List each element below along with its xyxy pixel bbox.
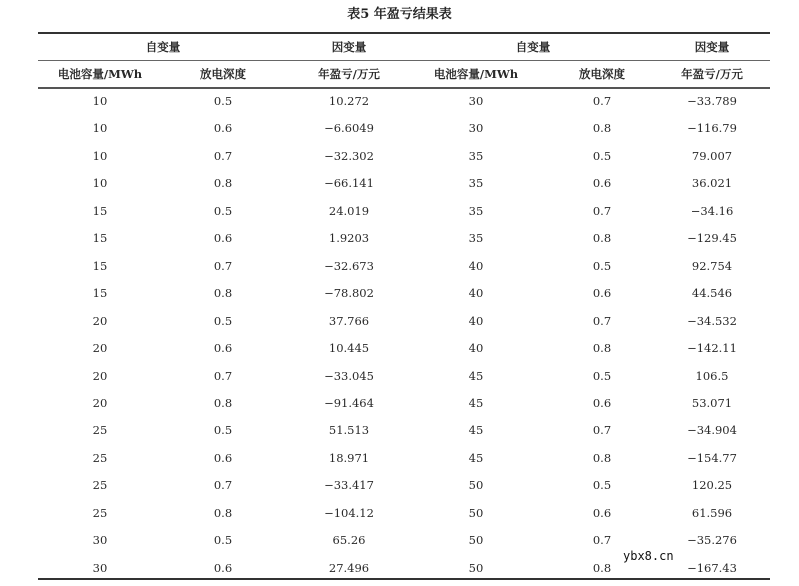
cell-profit-right: 61.596 (691, 505, 733, 520)
cell-capacity-left: 20 (92, 395, 108, 410)
cell-capacity-left: 25 (92, 505, 108, 520)
cell-profit-right: 53.071 (691, 395, 733, 410)
cell-depth-left: 0.5 (213, 423, 233, 438)
cell-profit-left: 51.513 (328, 423, 370, 438)
cell-profit-left: 10.272 (328, 94, 370, 108)
cell-profit-right: −35.276 (687, 533, 737, 548)
cell-profit-right: −142.11 (687, 341, 737, 356)
cell-depth-left: 0.8 (213, 176, 233, 191)
cell-capacity-left: 10 (92, 176, 108, 191)
cell-depth-right: 0.8 (592, 231, 612, 246)
cell-profit-left: 65.26 (332, 533, 366, 548)
cell-capacity-left: 10 (92, 94, 108, 108)
header-divider (38, 60, 770, 61)
cell-profit-right: 36.021 (691, 176, 733, 191)
cell-capacity-right: 35 (468, 148, 484, 163)
cell-capacity-right: 30 (468, 94, 484, 108)
cell-capacity-right: 50 (468, 478, 484, 493)
cell-depth-left: 0.7 (213, 478, 233, 493)
group-header-dependent-left: 因变量 (331, 40, 367, 54)
cell-depth-right: 0.6 (592, 395, 612, 410)
cell-profit-left: 37.766 (328, 313, 370, 328)
cell-depth-left: 0.7 (213, 368, 233, 383)
cell-profit-left: −33.417 (324, 478, 374, 493)
cell-depth-right: 0.7 (592, 203, 612, 218)
cell-capacity-right: 45 (468, 423, 484, 438)
top-rule (38, 32, 770, 34)
cell-profit-right: 44.546 (691, 286, 733, 301)
group-header-independent-left: 自变量 (145, 40, 181, 54)
cell-depth-right: 0.6 (592, 505, 612, 520)
cell-capacity-right: 45 (468, 450, 484, 465)
cell-depth-right: 0.6 (592, 176, 612, 191)
cell-capacity-right: 50 (468, 505, 484, 520)
cell-depth-right: 0.5 (592, 258, 612, 273)
cell-profit-left: 10.445 (328, 341, 370, 356)
cell-profit-left: −32.673 (324, 258, 374, 273)
cell-capacity-left: 10 (92, 121, 108, 136)
cell-profit-right: 79.007 (691, 148, 733, 163)
table-title: 表5 年盈亏结果表 (347, 7, 452, 22)
cell-depth-right: 0.5 (592, 368, 612, 383)
cell-capacity-right: 35 (468, 231, 484, 246)
cell-depth-right: 0.7 (592, 313, 612, 328)
cell-capacity-right: 45 (468, 395, 484, 410)
cell-capacity-right: 40 (468, 286, 484, 301)
cell-profit-left: −33.045 (324, 368, 374, 383)
cell-depth-left: 0.7 (213, 258, 233, 273)
cell-profit-left: −104.12 (324, 505, 374, 520)
cell-depth-right: 0.8 (592, 450, 612, 465)
cell-capacity-left: 15 (92, 286, 108, 301)
cell-profit-right: −129.45 (687, 231, 737, 246)
cell-depth-left: 0.5 (213, 533, 233, 548)
cell-profit-left: −66.141 (324, 176, 374, 191)
cell-profit-right: −33.789 (687, 94, 737, 108)
cell-profit-left: 24.019 (328, 203, 370, 218)
cell-depth-right: 0.8 (592, 121, 612, 136)
cell-profit-right: −34.904 (687, 423, 737, 438)
cell-capacity-left: 25 (92, 450, 108, 465)
cell-capacity-left: 20 (92, 368, 108, 383)
cell-capacity-left: 10 (92, 148, 108, 163)
cell-capacity-right: 30 (468, 121, 484, 136)
cell-depth-right: 0.8 (592, 560, 612, 575)
cell-depth-left: 0.8 (213, 505, 233, 520)
cell-capacity-right: 40 (468, 313, 484, 328)
cell-profit-right: −116.79 (687, 121, 737, 136)
cell-depth-left: 0.8 (213, 286, 233, 301)
cell-capacity-left: 25 (92, 478, 108, 493)
cell-depth-left: 0.6 (213, 341, 233, 356)
cell-depth-left: 0.6 (213, 560, 233, 575)
cell-profit-left: −32.302 (324, 148, 374, 163)
cell-capacity-right: 40 (468, 258, 484, 273)
cell-capacity-left: 15 (92, 203, 108, 218)
cell-profit-left: 1.9203 (328, 231, 370, 246)
cell-capacity-left: 30 (92, 560, 108, 575)
cell-depth-right: 0.7 (592, 533, 612, 548)
column-header-depth-left: 放电深度 (200, 67, 246, 81)
cell-depth-right: 0.8 (592, 341, 612, 356)
column-header-profit-left: 年盈亏/万元 (318, 67, 380, 81)
cell-capacity-right: 35 (468, 203, 484, 218)
cell-profit-right: −167.43 (687, 560, 737, 575)
bottom-rule (38, 578, 770, 580)
cell-depth-right: 0.7 (592, 423, 612, 438)
cell-profit-right: −34.16 (690, 203, 734, 218)
column-header-capacity-right: 电池容量/MWh (433, 67, 519, 81)
cell-depth-left: 0.5 (213, 94, 233, 108)
cell-capacity-right: 40 (468, 341, 484, 356)
cell-profit-left: −78.802 (324, 286, 374, 301)
column-header-capacity-left: 电池容量/MWh (57, 67, 143, 81)
cell-depth-right: 0.6 (592, 286, 612, 301)
cell-capacity-left: 20 (92, 313, 108, 328)
group-header-dependent-right: 因变量 (694, 40, 730, 54)
group-header-independent-right: 自变量 (515, 40, 551, 54)
cell-profit-right: −34.532 (687, 313, 737, 328)
cell-profit-right: 92.754 (691, 258, 733, 273)
column-header-depth-right: 放电深度 (579, 67, 625, 81)
cell-profit-left: 27.496 (328, 560, 370, 575)
cell-depth-right: 0.7 (592, 94, 612, 108)
cell-profit-left: −6.6049 (324, 121, 374, 136)
cell-capacity-right: 45 (468, 368, 484, 383)
header-bottom-rule (38, 87, 770, 89)
cell-capacity-right: 35 (468, 176, 484, 191)
cell-capacity-right: 50 (468, 560, 484, 575)
watermark: ybx8.cn (623, 549, 674, 563)
cell-capacity-left: 15 (92, 258, 108, 273)
cell-depth-right: 0.5 (592, 478, 612, 493)
cell-capacity-left: 30 (92, 533, 108, 548)
cell-capacity-left: 15 (92, 231, 108, 246)
cell-capacity-left: 25 (92, 423, 108, 438)
cell-profit-left: −91.464 (324, 395, 374, 410)
cell-depth-left: 0.8 (213, 395, 233, 410)
cell-depth-right: 0.5 (592, 148, 612, 163)
cell-profit-right: 120.25 (691, 478, 733, 493)
cell-depth-left: 0.5 (213, 203, 233, 218)
cell-depth-left: 0.6 (213, 231, 233, 246)
cell-profit-right: −154.77 (687, 450, 737, 465)
cell-profit-right: 106.5 (695, 368, 729, 383)
cell-depth-left: 0.6 (213, 450, 233, 465)
column-header-profit-right: 年盈亏/万元 (681, 67, 743, 81)
cell-depth-left: 0.5 (213, 313, 233, 328)
cell-profit-left: 18.971 (328, 450, 370, 465)
cell-depth-left: 0.6 (213, 121, 233, 136)
cell-depth-left: 0.7 (213, 148, 233, 163)
cell-capacity-right: 50 (468, 533, 484, 548)
cell-capacity-left: 20 (92, 341, 108, 356)
